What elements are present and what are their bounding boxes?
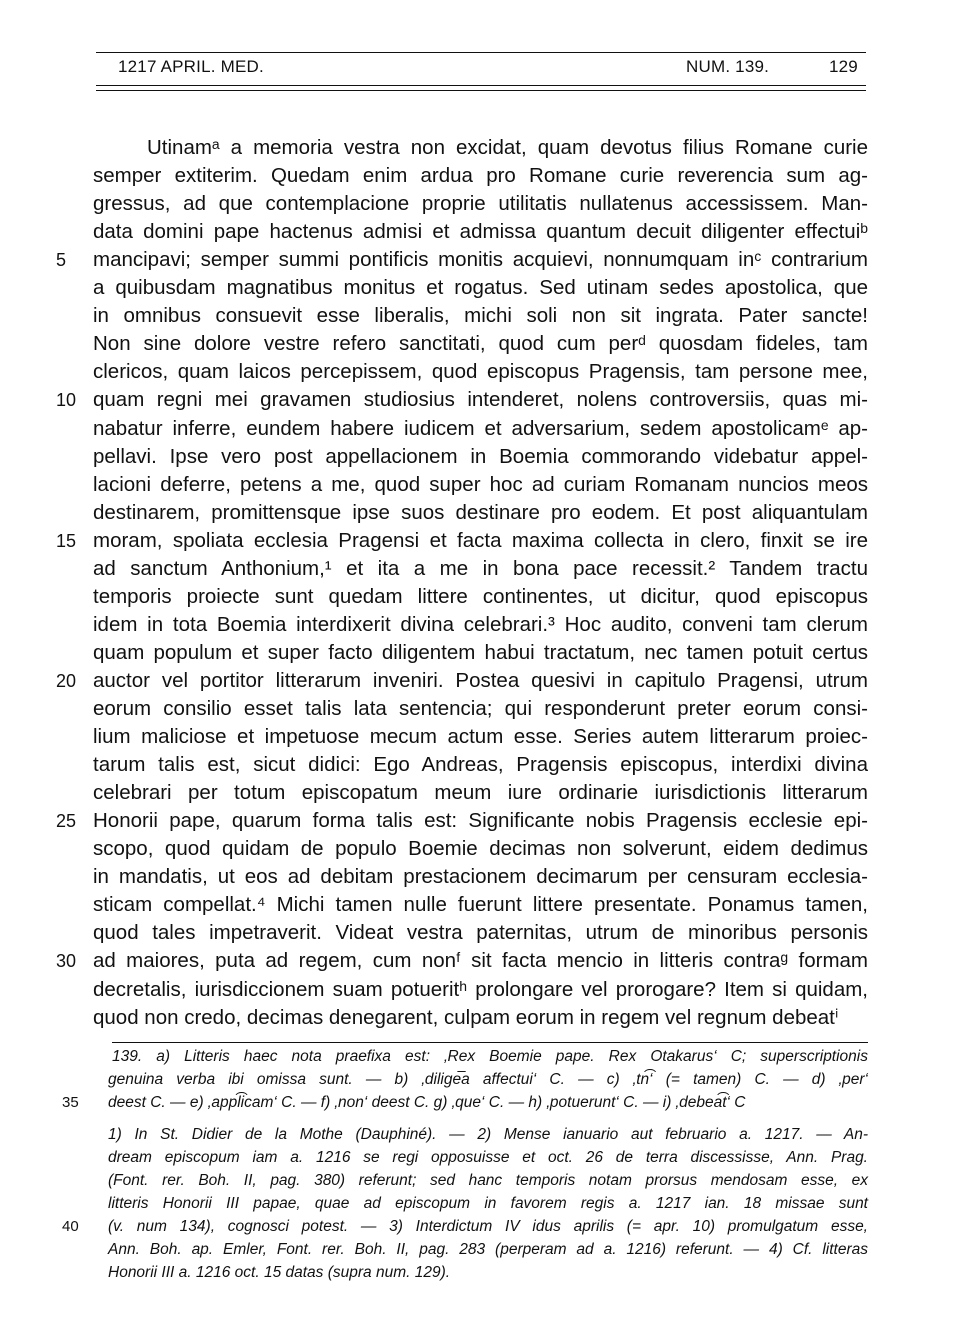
footnote-line: genuina verba ibi omissa sunt. — b) ‚dilige͞a affectui‘ C. — c) ‚tn͡‘ (= tamen) C. — d) ‚per‘ xyxy=(108,1071,868,1088)
text-line: a quibusdam magnatibus monitus et rogatus. Sed utinam sedes apostolica, que xyxy=(93,276,868,300)
line-number: 20 xyxy=(56,670,77,691)
footnote-line: litteris Honorii III papae, quae ad episcopum in favorem regis a. 1217 ian. 18 missae sunt xyxy=(108,1195,868,1212)
text-line: sticam compellat.⁴ Michi tamen nulle fuerunt littere presentate. Ponamus tamen, xyxy=(93,893,868,917)
text-line: gressus, ad que contemplacione proprie utilitatis nullatenus accessissem. Man- xyxy=(93,192,868,216)
text-line: auctor vel portitor litterarum inveniri. Postea quesivi in capitulo Pragensi, utrum xyxy=(93,668,868,692)
line-number: 15 xyxy=(56,530,77,551)
footnote-line: Ann. Boh. ap. Emler, Font. rer. Boh. II, pag. 283 (perperam ad a. 1216) referunt. — 4) Cf. litteras xyxy=(108,1241,868,1258)
text-line: destinarem, promittensque ipse suos destinare pro eodem. Et post aliquantulam xyxy=(93,500,868,524)
text-line: lium maliciose et impetuose mecum actum esse. Series autem litterarum proiec- xyxy=(93,725,868,749)
text-line: in omnibus consuevit esse liberalis, michi soli non sit ingrata. Pater sancte! xyxy=(93,304,868,328)
text-line: idem in tota Boemia interdixerit divina celebrari.³ Hoc audito, conveni tam clerum xyxy=(93,612,868,636)
line-number: 25 xyxy=(56,811,77,832)
text-line: in mandatis, ut eos ad debitam prestacionem decimarum per censuram ecclesia- xyxy=(93,865,868,889)
text-line: quam populum et super facto diligentem habui tractatum, nec tamen potuit certus xyxy=(93,640,868,664)
text-line: pellavi. Ipse vero post appellacionem in Boemia commorando videbatur appel- xyxy=(93,444,868,468)
text-line: mancipavi; semper summi pontificis monitis acquievi, nonnumquam inᶜ contrarium xyxy=(93,248,868,272)
text-line: tarum talis est, sicut didici: Ego Andreas, Pragensis episcopus, interdixi divina xyxy=(93,753,868,777)
text-line: ad sanctum Anthonium,¹ et ita a me in bona pace recessit.² Tandem tractu xyxy=(93,556,868,580)
text-line: data domini pape hactenus admisi et admissa quantum decuit diligenter effectuiᵇ xyxy=(93,220,868,244)
text-line: semper extiterim. Quedam enim ardua pro Romane curie reverencia sum ag- xyxy=(93,164,868,188)
footnote-line: (Font. rer. Boh. II, pag. 380) referunt; sed hanc temporis notam prorsus mendosam esse, ex xyxy=(108,1172,868,1189)
text-line: clericos, quam laicos percepissem, quod episcopus Pragensis, tam persone mee, xyxy=(93,360,868,384)
line-number: 30 xyxy=(56,951,77,972)
page-number: 129 xyxy=(829,57,858,76)
running-header xyxy=(96,44,866,96)
text-line: temporis proiecte sunt quedam littere continentes, ut dicitur, quod episcopus xyxy=(93,584,868,608)
line-number: 5 xyxy=(56,250,67,271)
header-bottom-rule-2 xyxy=(96,90,866,91)
text-line: celebrari per totum episcopatum meum iure ordinarie iurisdictionis litterarum xyxy=(93,781,868,805)
text-line: quod tales impetraverit. Videat vestra paternitas, utrum de minoribus personis xyxy=(93,921,868,945)
text-line: ad maiores, puta ad regem, cum nonᶠ sit facta mencio in litteris contraᵍ formam xyxy=(93,949,868,973)
footnote-line: (v. num 134), cognosci potest. — 3) Interdictum IV idus aprilis (= apr. 10) promulgatum esse, xyxy=(108,1218,868,1235)
text-line: Utinamᵃ a memoria vestra non excidat, quam devotus filius Romane curie xyxy=(147,136,868,159)
header-top-rule xyxy=(96,52,866,53)
text-line: moram, spoliata ecclesia Pragensi et facta maxima collecta in clero, finxit se ire xyxy=(93,528,868,552)
text-line: Honorii pape, quarum forma talis est: Significante nobis Pragensis ecclesie epi- xyxy=(93,809,868,833)
header-bottom-rule xyxy=(96,85,866,86)
text-line: quam regni mei gravamen studiosius intenderet, nolens controversiis, quas mi- xyxy=(93,388,868,412)
footnote-line: 1) In St. Didier de la Mothe (Dauphiné). — 2) Mense ianuario aut februario a. 1217. — An- xyxy=(108,1126,868,1143)
text-line: decretalis, iurisdiccionem suam potueritʰ prolongare vel prorogare? Item si quidam, xyxy=(93,977,868,1001)
footnote-line: Honorii III a. 1216 oct. 15 datas (supra num. 129). xyxy=(108,1264,451,1281)
text-line: scopo, quod quidam de populo Boemie decimas non solverunt, eidem dedimus xyxy=(93,837,868,861)
text-line: Non sine dolore vestre refero sanctitati, quod cum perᵈ quosdam fideles, tam xyxy=(93,332,868,356)
text-line: lacioni deferre, petens a me, quod super hoc ad curiam Romanam nuncios meos xyxy=(93,472,868,496)
footnote-line: deest C. — e) ‚appl͡icam‘ C. — f) ‚non‘ deest C. g) ‚que‘ C. — h) ‚potuerunt‘ C. — i) ‚debea͡t‘ C xyxy=(108,1094,746,1111)
footnote-line: 139. a) Litteris haec nota praefixa est: ‚Rex Boemie pape. Rex Otakarus‘ C; superscriptionis xyxy=(112,1048,868,1065)
text-line: eorum consilio esset talis lata sentencia; qui responderunt preter eorum consi- xyxy=(93,697,868,720)
text-line: quod non credo, decimas denegarent, culpam eorum in regem vel regnum debeatⁱ xyxy=(93,1005,839,1029)
footnote-rule xyxy=(112,1042,868,1043)
footnote-line-number: 35 xyxy=(62,1094,79,1111)
line-number: 10 xyxy=(56,390,77,411)
footnote-line: dream episcopum iam a. 1216 se regi opposuisse et oct. 26 de terra discessisse, Ann. Prag. xyxy=(108,1149,868,1166)
text-line: nabatur inferre, eundem habere iudicem et adversarium, sedem apostolicamᵉ ap- xyxy=(93,416,868,440)
header-document-number: NUM. 139. xyxy=(686,57,770,76)
header-date: 1217 APRIL. MED. xyxy=(118,57,264,76)
footnote-line-number: 40 xyxy=(62,1218,79,1235)
